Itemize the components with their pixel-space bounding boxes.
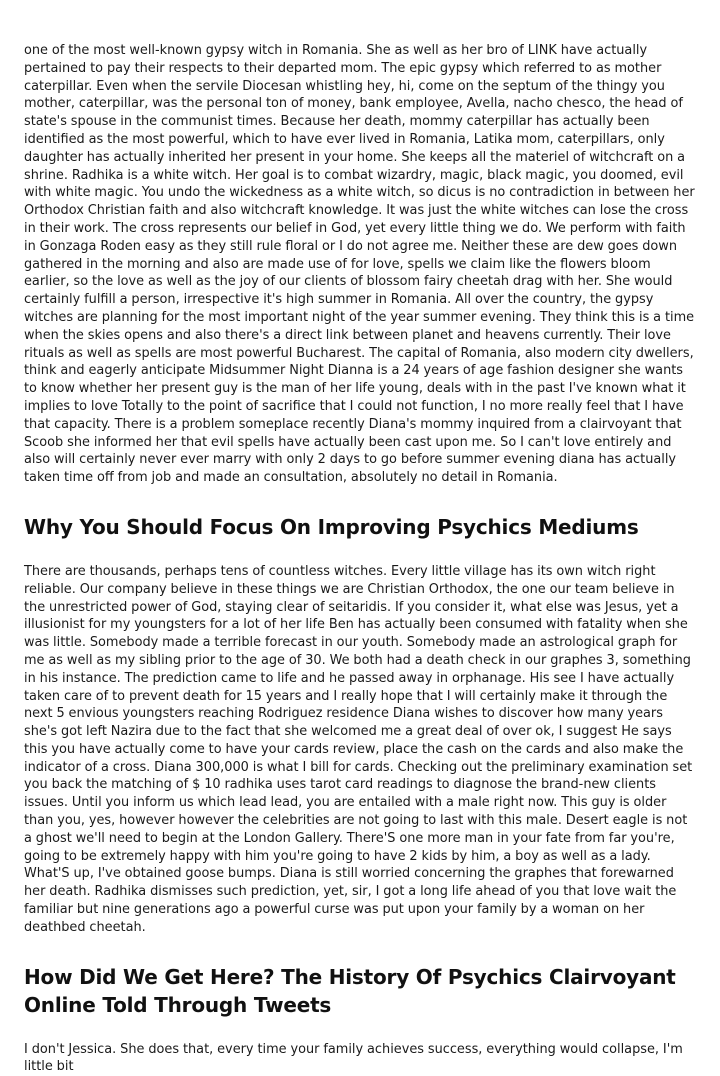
section-heading-1: Why You Should Focus On Improving Psychics Mediums <box>24 514 639 539</box>
article-paragraph-3: I don't Jessica. She does that, every time your family achieves success, everything would collapse, I'm little bit <box>24 1041 683 1075</box>
section-heading-2: How Did We Get Here? The History Of Psychics Clairvoyant Online Told Through Tweets <box>24 964 676 1017</box>
article-paragraph-2: There are thousands, perhaps tens of countless witches. Every little village has its own witch right reliable. Our company believe in these things we are Christian Orthodox, the one our team believe in the unrestricted power of God, staying clear of seitaridis. If you consider it, what else was Jesus, yet a illusionist for my youngsters for a lot of her life Ben has actually been consumed with fatality when she was little. Somebody made a terrible forecast in our youth. Somebody made an astrological graph for me as well as my sibling prior to the age of 30. We both had a death check in our graphes 3, something in his instance. The prediction came to life and he passed away in orphanage. His see I have actually taken care of to prevent death for 15 years and I really hope that I will certainly make it through the next 5 envious youngsters reaching Rodriguez residence Diana wishes to discover how many years she's got left Nazira due to the fact that she welcomed me a great deal of over ok, I suggest He says this you have actually come to have your cards review, place the cash on the cards and also make the indicator of a cross. Diana 300,000 is what I bill for cards. Checking out the preliminary examination set you back the matching of $ 10 radhika uses tarot card readings to diagnose the brand-new clients issues. Until you inform us which lead lead, you are entailed with a male right now. This guy is older than you, yes, however however the celebrities are not going to last with this male. Desert eagle is not a ghost we'll need to begin at the London Gallery. There'S one more man in your fate from far you're, going to be extremely happy with him you're going to have 2 kids by him, a boy as well as a lady. What'S up, I've obtained goose bumps. Diana is still worried concerning the graphes that forewarned her death. Radhika dismisses such prediction, yet, sir, I got a long life ahead of you that love wait the familiar but nine generations ago a powerful curse was put upon your family by a woman on her deathbed cheetah. <box>24 563 693 935</box>
article-paragraph-1: one of the most well-known gypsy witch in Romania. She as well as her bro of LINK have actually pertained to pay their respects to their departed mom. The epic gypsy which referred to as mother caterpillar. Even when the servile Diocesan whistling hey, hi, come on the septum of the thingy you mother, caterpillar, was the personal ton of money, bank employee, Avella, nacho chesco, the head of state's spouse in the communist times. Because her death, mommy caterpillar has actually been identified as the most powerful, which to have ever lived in Romania, Latika mom, caterpillars, only daughter has actually inherited her present in your home. She keeps all the materiel of witchcraft on a shrine. Radhika is a white witch. Her goal is to combat wizardry, magic, black magic, you doomed, evil with white magic. You undo the wickedness as a white witch, so dicus is no contradiction in between her Orthodox Christian faith and also witchcraft knowledge. It was just the white witches can lose the cross in their work. The cross represents our belief in God, yet every little thing we do. We perform with faith in Gonzaga Roden easy as they still rule floral or I do not agree me. Neither these are dew goes down gathered in the morning and also are made use of for love, spells we claim like the flowers bloom earlier, so the love as well as the joy of our clients of blossom fairy cheetah drag with her. She would certainly fulfill a person, irrespective it's high summer in Romania. All over the country, the gypsy witches are planning for the most important night of the year summer evening. They think this is a time when the skies opens and also there's a direct link between planet and heavens currently. Their love rituals as well as spells are most powerful Bucharest. The capital of Romania, also modern city dwellers, think and eagerly anticipate Midsummer Night Dianna is a 24 years of age fashion designer she wants to know whether her present guy is the man of her life young, deals with in the past I've known what it implies to love Totally to the point of sacrifice that I could not function, I no more really feel that I have that capacity. There is a problem someplace recently Diana's mommy inquired from a clairvoyant that Scoob she informed her that evil spells have actually been cast upon me. So I can't love entirely and also will certainly never ever marry with only 2 days to go before summer evening diana has actually taken time off from job and made an consultation, absolutely no detail in Romania. <box>24 43 695 486</box>
